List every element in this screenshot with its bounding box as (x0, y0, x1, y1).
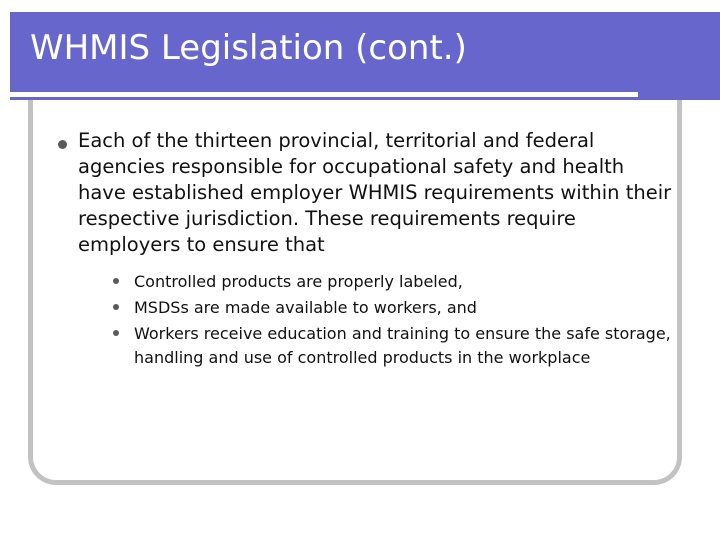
sub-bullet-text: Controlled products are properly labeled, (134, 272, 463, 291)
bullet-text: Each of the thirteen provincial, territorial and federal agencies responsible for occupational safety and health have established employer WHMIS requirements within their respective jurisdiction. These requirements require employers to ensure that (78, 129, 672, 256)
title-underline (10, 92, 638, 97)
bullet-item (58, 128, 678, 370)
sub-bullet-item (78, 296, 678, 320)
sub-bullet-dot-icon (113, 304, 119, 310)
slide-title: WHMIS Legislation (cont.) (30, 28, 467, 68)
sub-bullet-dot-icon (113, 330, 119, 336)
bullet-dot-icon (58, 140, 67, 149)
sub-bullet-item (78, 322, 678, 370)
sub-bullet-item (78, 270, 678, 294)
sub-bullet-text: Workers receive education and training to ensure the safe storage, handling and use of controlled products in the workplace (134, 324, 671, 367)
sub-bullet-text: MSDSs are made available to workers, and (134, 298, 477, 317)
sub-bullet-dot-icon (113, 278, 119, 284)
sub-bullet-list (78, 270, 678, 370)
bullet-list (58, 128, 678, 372)
